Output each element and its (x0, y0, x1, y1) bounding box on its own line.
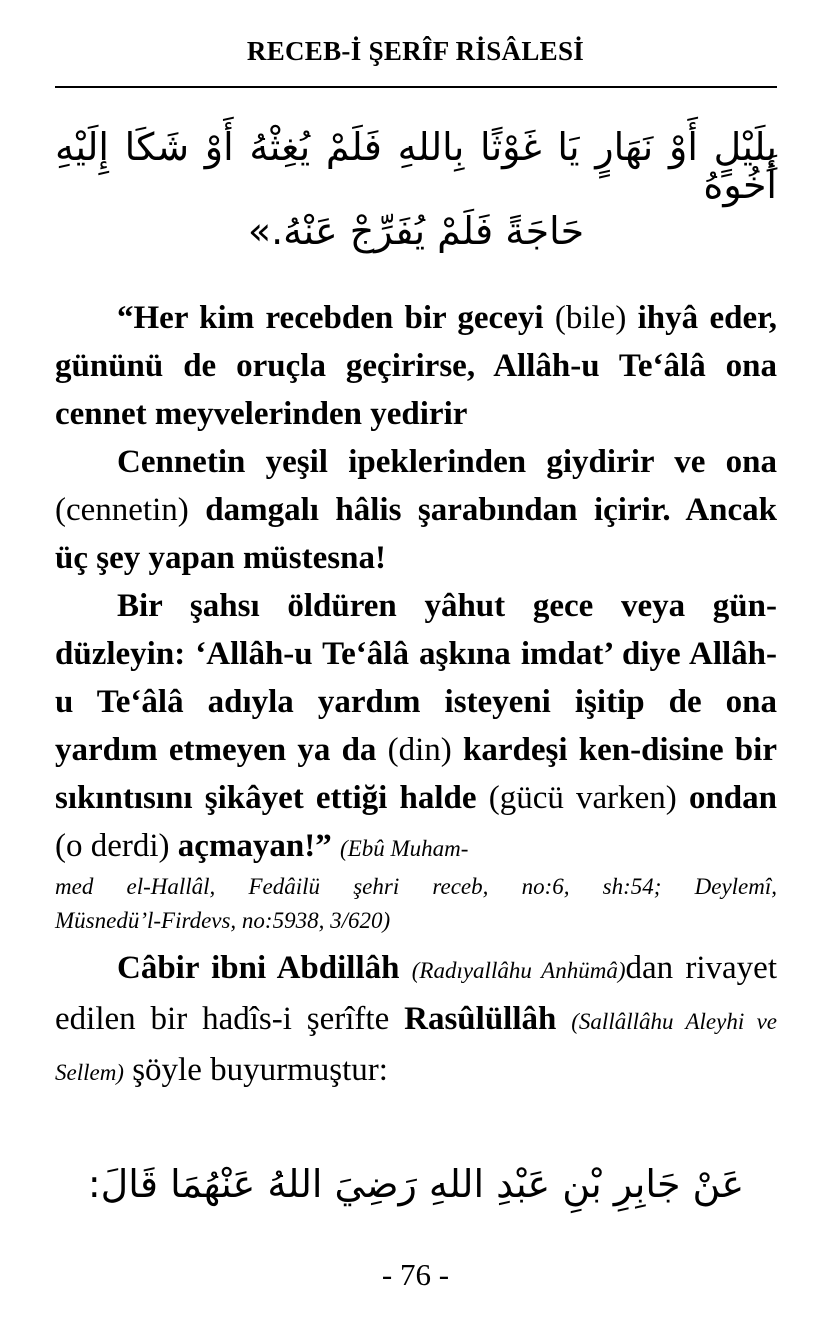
paragraph-hadith-1 (55, 294, 777, 438)
paragraph-narration (55, 944, 777, 1097)
hadith-text-regular: (cennetin) (55, 492, 206, 528)
hadith-text-bold: Cennetin yeşil ipeklerinden giydirir ve ona (117, 444, 777, 480)
arabic-text-line-3: عَنْ جَابِرِ بْنِ عَبْدِ اللهِ رَضِيَ اللهُ عَنْهُمَا قَالَ: (87, 1162, 745, 1206)
arabic-text-line-2: حَاجَةً فَلَمْ يُفَرِّجْ عَنْهُ.» (247, 209, 585, 253)
source-citation-line: Müsnedü’l-Firdevs, no:5938, 3/620) (55, 908, 391, 933)
arabic-text-line-1: بِلَيْلٍ أَوْ نَهَارٍ يَا غَوْثًا بِاللهِ فَلَمْ يُغِثْهُ أَوْ شَكَا إِلَيْهِ أَخُوهُ (55, 125, 777, 207)
hadith-text-bold: “Her kim recebden bir geceyi (117, 300, 544, 336)
running-header: RECEB-İ ŞERÎF RİSÂLESİ (246, 36, 585, 66)
hadith-text-regular: (gücü varken) (476, 780, 689, 816)
paragraph-hadith-2 (55, 438, 777, 582)
hadith-text-bold: ondan (688, 780, 777, 816)
header-rule (55, 86, 777, 88)
narration-text: dan rivayet edilen bir hadîs-i şerîfte (55, 950, 777, 1037)
prophet-name: Rasûlüllâh (404, 1001, 557, 1037)
hadith-text-regular: (bile) (543, 300, 638, 336)
source-citation: (Ebû Muham- (340, 836, 469, 861)
hadith-text-regular: (din) (376, 732, 463, 768)
paragraph-hadith-3 (55, 582, 777, 870)
narrator-name: Câbir ibni Abdillâh (117, 950, 400, 986)
hadith-text-bold: Bir şahsı öldüren yâhut gece veya gün-düzleyin: ‘Allâh-u Te‘âlâ aşkına imdat’ diye Allâh-u Te‘âlâ adıyla yardım isteyeni işitip de ona yardım etmeyen ya da (55, 588, 777, 768)
hadith-text-regular: (o derdi) (55, 828, 178, 864)
source-citation-line: med el-Hallâl, Fedâilü şehri receb, no:6, sh:54; Deylemî, (55, 874, 777, 899)
hadith-text-bold: kardeşi ken-disine bir sıkıntısını şikâyet ettiği halde (55, 732, 777, 816)
narration-text: şöyle buyurmuştur: (123, 1052, 388, 1088)
page-number: - 76 - (381, 1257, 450, 1292)
body-text (55, 294, 777, 1097)
honorific-phrase: (Radıyallâhu Anhümâ) (411, 958, 626, 983)
hadith-text-bold: açmayan!” (177, 828, 332, 864)
hadith-text-bold: ihyâ eder, gününü de oruçla geçirirse, Allâh-u Te‘âlâ ona cennet meyvelerinden yedirir (55, 300, 777, 432)
hadith-text-bold: damgalı hâlis şarabından içirir. Ancak üç şey yapan müstesna! (55, 492, 777, 576)
honorific-phrase: (Sallâllâhu Aleyhi ve Sellem) (55, 1009, 778, 1085)
